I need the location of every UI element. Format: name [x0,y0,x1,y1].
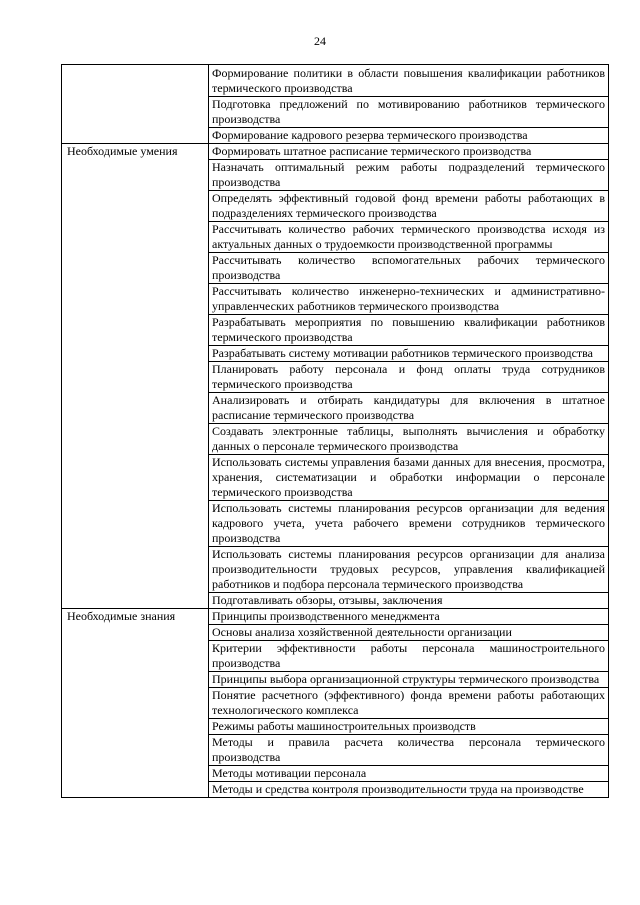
table-row [62,609,609,625]
table-cell-item: Использовать системы управления базами данных для внесения, просмотра, хранения, систематизации и обработки информации о персонале термического производства [209,455,609,501]
table-cell-item: Разрабатывать мероприятия по повышению квалификации работников термического производства [209,315,609,346]
table-cell-item: Основы анализа хозяйственной деятельности организации [209,625,609,641]
table-cell-item: Рассчитывать количество вспомогательных рабочих термического производства [209,253,609,284]
page-number: 24 [314,34,326,48]
section-label: Необходимые знания [62,609,209,798]
table-cell-item: Принципы производственного менеджмента [209,609,609,625]
table-cell-item: Использовать системы планирования ресурсов организации для анализа производительности трудовых ресурсов, управления квалификацией работников и подбора персонала термического производства [209,547,609,593]
table-cell-item: Создавать электронные таблицы, выполнять вычисления и обработку данных о персонале термического производства [209,424,609,455]
table-cell-item: Критерии эффективности работы персонала машиностроительного производства [209,641,609,672]
table-cell-item: Подготовка предложений по мотивированию работников термического производства [209,97,609,128]
table-cell-item: Анализировать и отбирать кандидатуры для включения в штатное расписание термического производства [209,393,609,424]
section-label: Необходимые умения [62,144,209,609]
table-row [62,144,609,160]
table-cell-item: Рассчитывать количество рабочих термического производства исходя из актуальных данных о трудоемкости производственной программы [209,222,609,253]
table-cell-item: Принципы выбора организационной структуры термического производства [209,672,609,688]
competency-table [61,64,609,798]
table-cell-item: Формирование кадрового резерва термического производства [209,128,609,144]
table-row [62,65,609,97]
table-cell-item: Режимы работы машиностроительных производств [209,719,609,735]
table-cell-item: Методы мотивации персонала [209,766,609,782]
table-body [62,65,609,798]
table-cell-item: Использовать системы планирования ресурсов организации для ведения кадрового учета, учета рабочего времени сотрудников термического производства [209,501,609,547]
table-cell-item: Формирование политики в области повышения квалификации работников термического производства [209,65,609,97]
table-cell-item: Назначать оптимальный режим работы подразделений термического производства [209,160,609,191]
table-cell-item: Формировать штатное расписание термического производства [209,144,609,160]
table-cell-item: Методы и средства контроля производительности труда на производстве [209,782,609,798]
table-cell-item: Рассчитывать количество инженерно-технических и административно-управленческих работников термического производства [209,284,609,315]
table-cell-item: Планировать работу персонала и фонд оплаты труда сотрудников термического производства [209,362,609,393]
table-cell-item: Понятие расчетного (эффективного) фонда времени работы работающих технологического комплекса [209,688,609,719]
table-cell-item: Методы и правила расчета количества персонала термического производства [209,735,609,766]
table-cell-item: Определять эффективный годовой фонд времени работы работающих в подразделениях термического производства [209,191,609,222]
table-cell-item: Разрабатывать систему мотивации работников термического производства [209,346,609,362]
section-label [62,65,209,144]
table-cell-item: Подготавливать обзоры, отзывы, заключения [209,593,609,609]
